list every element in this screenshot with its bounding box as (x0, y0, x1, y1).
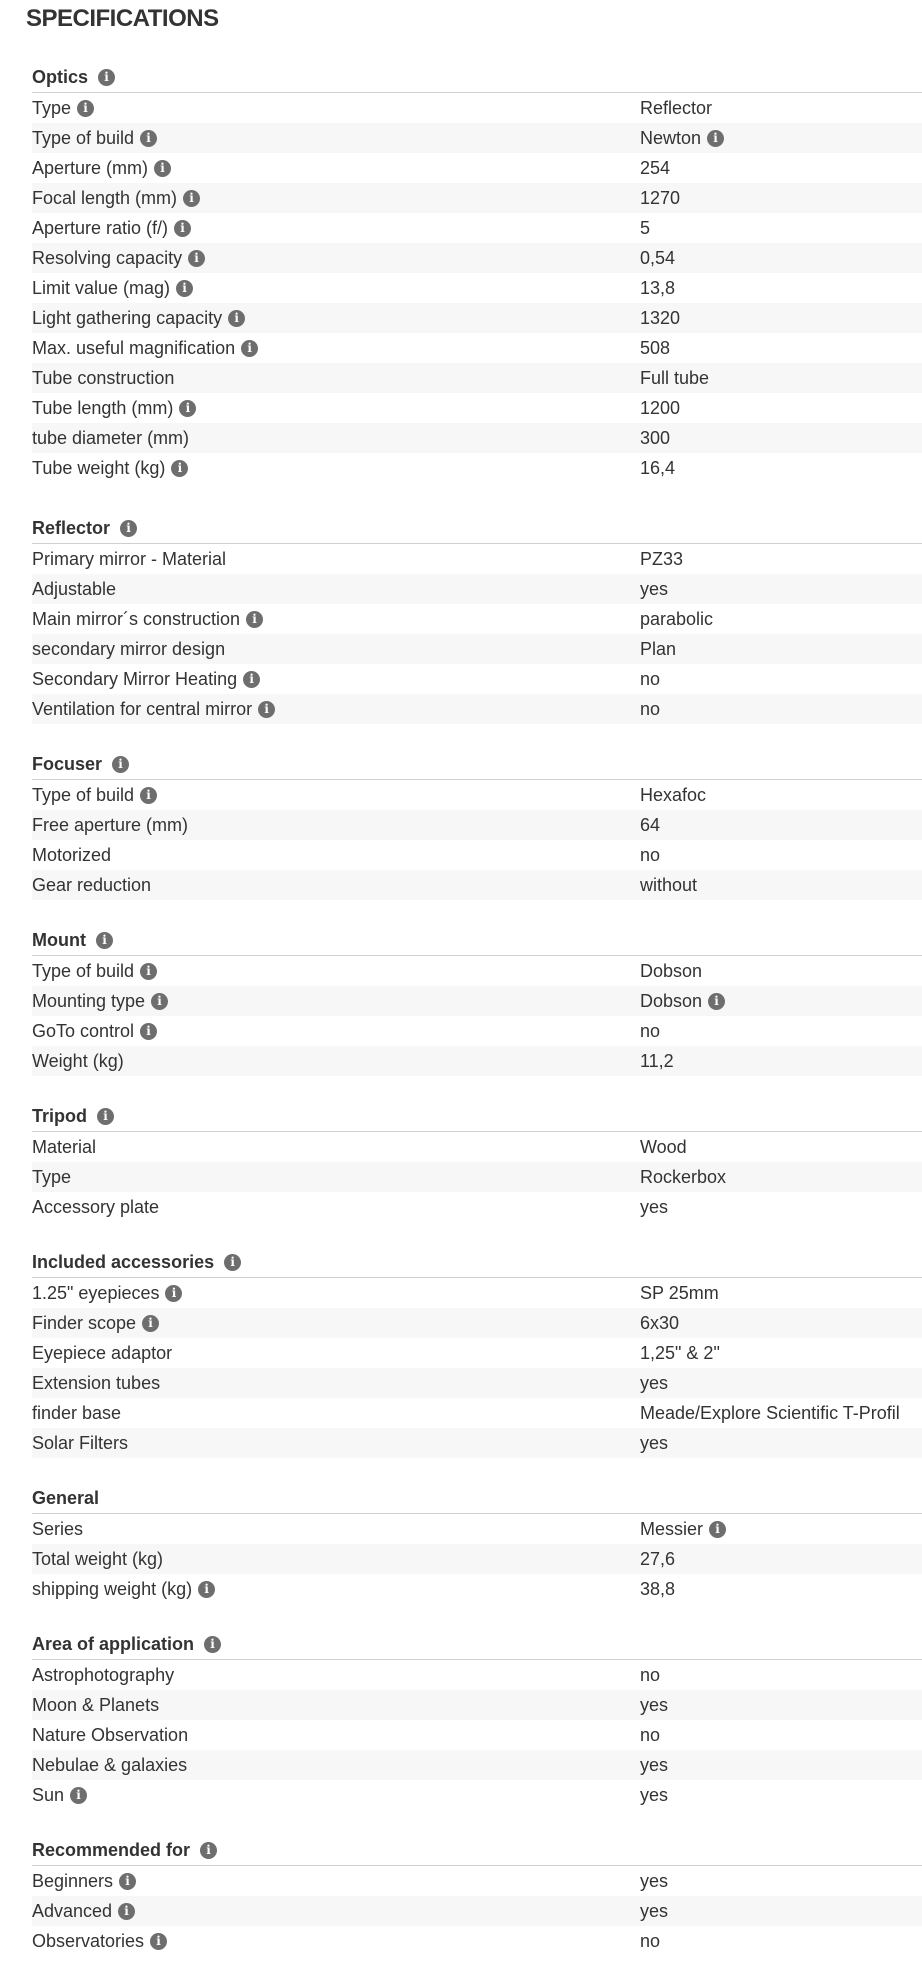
spec-label-text: Solar Filters (32, 1432, 129, 1453)
spec-label (32, 158, 640, 179)
spec-value-text: yes (640, 578, 669, 599)
spec-value-text: 11,2 (640, 1050, 674, 1071)
info-icon[interactable]: i (188, 250, 205, 267)
info-icon[interactable]: i (165, 1285, 182, 1302)
spec-row (32, 694, 922, 724)
spec-row (32, 780, 922, 810)
spec-value (640, 128, 922, 149)
info-icon[interactable]: i (174, 220, 191, 237)
spec-label (32, 1343, 640, 1364)
spec-value-text: 6x30 (640, 1312, 680, 1333)
spec-value (640, 815, 922, 836)
spec-value-text: Rockerbox (640, 1166, 727, 1187)
spec-value (640, 1549, 922, 1570)
spec-value-text: Messier (640, 1518, 704, 1539)
spec-value (640, 338, 922, 359)
spec-value-text: yes (640, 1754, 669, 1775)
spec-label-text: Max. useful magnification (32, 337, 236, 358)
spec-value (640, 458, 922, 479)
section-header (32, 1835, 922, 1866)
spec-label (32, 1785, 640, 1806)
spec-row (32, 453, 922, 483)
spec-value (640, 875, 922, 896)
spec-value-text: Wood (640, 1136, 687, 1157)
spec-row (32, 1278, 922, 1308)
spec-label (32, 1725, 640, 1746)
spec-label-text: Finder scope (32, 1312, 137, 1333)
spec-label-text: Tube construction (32, 367, 175, 388)
spec-value (640, 1695, 922, 1716)
info-icon[interactable]: i (150, 1933, 167, 1950)
spec-label-text: GoTo control (32, 1020, 135, 1041)
spec-value (640, 1665, 922, 1686)
info-icon[interactable]: i (70, 1787, 87, 1804)
spec-row (32, 1162, 922, 1192)
spec-label (32, 458, 640, 479)
spec-row (32, 1896, 922, 1926)
spec-label-text: Weight (kg) (32, 1050, 124, 1071)
spec-label (32, 1403, 640, 1424)
spec-row (32, 1574, 922, 1604)
section-title: Recommended for (32, 1839, 191, 1860)
spec-label-text: Gear reduction (32, 874, 152, 895)
spec-label (32, 218, 640, 239)
spec-row (32, 1544, 922, 1574)
spec-label (32, 1051, 640, 1072)
spec-value (640, 1343, 922, 1364)
spec-value-text: no (640, 1930, 661, 1951)
spec-value (640, 278, 922, 299)
spec-value (640, 785, 922, 806)
spec-value (640, 1519, 922, 1540)
spec-row (32, 1428, 922, 1458)
spec-row (32, 123, 922, 153)
spec-value (640, 1283, 922, 1304)
info-icon[interactable]: i (140, 1023, 157, 1040)
spec-label (32, 1549, 640, 1570)
spec-row (32, 986, 922, 1016)
spec-value (640, 308, 922, 329)
section-header (32, 1101, 922, 1132)
spec-row (32, 393, 922, 423)
spec-value-text: 1320 (640, 307, 681, 328)
spec-row (32, 213, 922, 243)
section-header (32, 1483, 922, 1514)
spec-value-text: Dobson (640, 960, 703, 981)
spec-label (32, 1871, 640, 1892)
spec-label (32, 1373, 640, 1394)
spec-row (32, 243, 922, 273)
info-icon[interactable]: i (154, 160, 171, 177)
spec-row (32, 870, 922, 900)
info-icon[interactable]: i (77, 100, 94, 117)
info-icon[interactable]: i (204, 1636, 221, 1653)
spec-row (32, 1690, 922, 1720)
spec-value-text: Hexafoc (640, 784, 707, 805)
spec-value-text: yes (640, 1870, 669, 1891)
spec-label-text: Adjustable (32, 578, 117, 599)
spec-section-reflector (32, 513, 922, 724)
spec-label-text: Beginners (32, 1870, 114, 1891)
spec-label-text: Tube length (mm) (32, 397, 174, 418)
spec-label-text: Motorized (32, 844, 112, 865)
spec-value-text: yes (640, 1784, 669, 1805)
spec-row (32, 153, 922, 183)
spec-value-text: no (640, 844, 661, 865)
spec-value (640, 1871, 922, 1892)
info-icon[interactable]: i (98, 69, 115, 86)
spec-row (32, 604, 922, 634)
spec-label-text: tube diameter (mm) (32, 427, 190, 448)
info-icon[interactable]: i (183, 190, 200, 207)
spec-label-text: 1.25" eyepieces (32, 1282, 160, 1303)
spec-value-text: Newton (640, 127, 702, 148)
spec-row (32, 303, 922, 333)
info-icon[interactable]: i (118, 1903, 135, 1920)
spec-label (32, 368, 640, 389)
info-icon[interactable]: i (140, 963, 157, 980)
section-header (32, 925, 922, 956)
spec-row (32, 574, 922, 604)
spec-label (32, 1283, 640, 1304)
spec-row (32, 1866, 922, 1896)
spec-value (640, 669, 922, 690)
spec-label-text: Primary mirror - Material (32, 548, 227, 569)
info-icon[interactable]: i (224, 1254, 241, 1271)
spec-row (32, 1192, 922, 1222)
spec-value (640, 549, 922, 570)
spec-value (640, 1137, 922, 1158)
spec-label (32, 1167, 640, 1188)
spec-value-text: without (640, 874, 698, 895)
section-title: General (32, 1487, 100, 1508)
spec-section-included-accessories (32, 1247, 922, 1458)
spec-row (32, 634, 922, 664)
spec-label-text: Advanced (32, 1900, 113, 1921)
spec-label-text: Astrophotography (32, 1664, 175, 1685)
spec-row (32, 664, 922, 694)
page-title: SPECIFICATIONS (26, 5, 219, 32)
spec-label (32, 338, 640, 359)
spec-section-tripod (32, 1101, 922, 1222)
spec-label-text: Material (32, 1136, 97, 1157)
spec-value-text: yes (640, 1694, 669, 1715)
info-icon[interactable]: i (97, 1108, 114, 1125)
info-icon[interactable]: i (707, 130, 724, 147)
spec-label-text: Type (32, 1166, 72, 1187)
spec-label (32, 1901, 640, 1922)
section-header (32, 749, 922, 780)
info-icon[interactable]: i (200, 1842, 217, 1859)
spec-label (32, 875, 640, 896)
spec-label (32, 398, 640, 419)
spec-label (32, 1665, 640, 1686)
spec-value-text: 1,25" & 2" (640, 1342, 720, 1363)
spec-value-text: Meade/Explore Scientific T-Profil (640, 1402, 900, 1423)
spec-label (32, 278, 640, 299)
spec-label-text: Type of build (32, 784, 135, 805)
spec-label-text: Main mirror´s construction (32, 608, 241, 629)
spec-value-text: 5 (640, 217, 651, 238)
spec-label-text: Secondary Mirror Heating (32, 668, 238, 689)
spec-value (640, 1197, 922, 1218)
spec-label-text: Nature Observation (32, 1724, 189, 1745)
spec-row (32, 1720, 922, 1750)
spec-label-text: Series (32, 1518, 84, 1539)
spec-label (32, 248, 640, 269)
spec-label-text: Ventilation for central mirror (32, 698, 253, 719)
spec-label-text: Total weight (kg) (32, 1548, 164, 1569)
spec-label (32, 1695, 640, 1716)
spec-section-focuser (32, 749, 922, 900)
spec-label-text: Light gathering capacity (32, 307, 223, 328)
spec-value-text: parabolic (640, 608, 714, 629)
spec-row (32, 1308, 922, 1338)
spec-value-text: 0,54 (640, 247, 676, 268)
spec-value-text: 27,6 (640, 1548, 676, 1569)
section-header (32, 513, 922, 544)
spec-row (32, 333, 922, 363)
spec-label-text: Observatories (32, 1930, 145, 1951)
spec-label-text: Type of build (32, 960, 135, 981)
spec-value (640, 158, 922, 179)
section-title: Area of application (32, 1633, 195, 1654)
spec-value (640, 218, 922, 239)
spec-row (32, 1368, 922, 1398)
section-header (32, 1629, 922, 1660)
spec-row (32, 273, 922, 303)
spec-row (32, 956, 922, 986)
info-icon[interactable]: i (241, 340, 258, 357)
spec-label-text: Extension tubes (32, 1372, 161, 1393)
spec-value (640, 1579, 922, 1600)
spec-value (640, 1785, 922, 1806)
spec-label (32, 1313, 640, 1334)
spec-label (32, 308, 640, 329)
spec-row (32, 93, 922, 123)
spec-label (32, 991, 640, 1012)
spec-label (32, 1137, 640, 1158)
info-icon[interactable]: i (258, 701, 275, 718)
spec-value (640, 1021, 922, 1042)
spec-label-text: Free aperture (mm) (32, 814, 189, 835)
spec-value-text: no (640, 668, 661, 689)
info-icon[interactable]: i (179, 400, 196, 417)
spec-label (32, 639, 640, 660)
spec-label (32, 549, 640, 570)
spec-label (32, 1021, 640, 1042)
spec-label-text: Tube weight (kg) (32, 457, 166, 478)
info-icon[interactable]: i (171, 460, 188, 477)
spec-row (32, 810, 922, 840)
spec-value-text: SP 25mm (640, 1282, 719, 1303)
spec-row (32, 1514, 922, 1544)
spec-value (640, 699, 922, 720)
spec-row (32, 1780, 922, 1810)
spec-label-text: Type of build (32, 127, 135, 148)
spec-value (640, 579, 922, 600)
spec-label (32, 1579, 640, 1600)
spec-value-text: 13,8 (640, 277, 676, 298)
info-icon[interactable]: i (176, 280, 193, 297)
spec-label (32, 579, 640, 600)
spec-label (32, 609, 640, 630)
spec-section-optics (32, 62, 922, 483)
info-icon[interactable]: i (151, 993, 168, 1010)
spec-value-text: Full tube (640, 367, 710, 388)
spec-row (32, 840, 922, 870)
spec-value (640, 1373, 922, 1394)
spec-label (32, 1519, 640, 1540)
info-icon[interactable]: i (709, 1521, 726, 1538)
spec-value (640, 1931, 922, 1952)
spec-value (640, 991, 922, 1012)
spec-row (32, 544, 922, 574)
info-icon[interactable]: i (120, 520, 137, 537)
spec-value-text: yes (640, 1432, 669, 1453)
spec-label (32, 98, 640, 119)
spec-row (32, 1926, 922, 1956)
info-icon[interactable]: i (140, 787, 157, 804)
spec-value-text: Dobson (640, 990, 703, 1011)
spec-row (32, 1016, 922, 1046)
spec-label-text: Resolving capacity (32, 247, 183, 268)
spec-section-general (32, 1483, 922, 1604)
spec-value-text: 254 (640, 157, 671, 178)
spec-value-text: yes (640, 1372, 669, 1393)
spec-value-text: 38,8 (640, 1578, 676, 1599)
spec-label (32, 188, 640, 209)
spec-row (32, 1398, 922, 1428)
spec-row (32, 423, 922, 453)
info-icon[interactable]: i (198, 1581, 215, 1598)
spec-label (32, 961, 640, 982)
info-icon[interactable]: i (243, 671, 260, 688)
spec-value-text: no (640, 1724, 661, 1745)
spec-label-text: shipping weight (kg) (32, 1578, 193, 1599)
info-icon[interactable]: i (246, 611, 263, 628)
spec-row (32, 1660, 922, 1690)
spec-value (640, 398, 922, 419)
spec-label-text: Eyepiece adaptor (32, 1342, 173, 1363)
spec-label-text: Aperture (mm) (32, 157, 149, 178)
spec-value-text: Plan (640, 638, 677, 659)
spec-value (640, 845, 922, 866)
spec-label-text: finder base (32, 1402, 122, 1423)
section-header (32, 62, 922, 93)
spec-label (32, 1755, 640, 1776)
spec-label (32, 669, 640, 690)
spec-label (32, 785, 640, 806)
spec-label-text: secondary mirror design (32, 638, 226, 659)
spec-value-text: 1200 (640, 397, 681, 418)
spec-label (32, 815, 640, 836)
spec-value (640, 1433, 922, 1454)
spec-label-text: Aperture ratio (f/) (32, 217, 169, 238)
spec-value (640, 639, 922, 660)
spec-value-text: no (640, 1664, 661, 1685)
spec-row (32, 1046, 922, 1076)
spec-value-text: no (640, 698, 661, 719)
info-icon[interactable]: i (228, 310, 245, 327)
spec-label (32, 428, 640, 449)
spec-value (640, 428, 922, 449)
spec-row (32, 183, 922, 213)
spec-label-text: Type (32, 97, 72, 118)
spec-label (32, 1197, 640, 1218)
spec-label-text: Moon & Planets (32, 1694, 160, 1715)
spec-value (640, 609, 922, 630)
spec-value-text: no (640, 1020, 661, 1041)
spec-value-text: 1270 (640, 187, 681, 208)
spec-value (640, 1403, 922, 1424)
spec-row (32, 363, 922, 393)
info-icon[interactable]: i (119, 1873, 136, 1890)
spec-label-text: Accessory plate (32, 1196, 160, 1217)
info-icon[interactable]: i (142, 1315, 159, 1332)
spec-value (640, 188, 922, 209)
spec-label-text: Limit value (mag) (32, 277, 171, 298)
spec-label (32, 1931, 640, 1952)
spec-value-text: 300 (640, 427, 671, 448)
section-title: Reflector (32, 517, 111, 538)
spec-value (640, 961, 922, 982)
spec-label-text: Nebulae & galaxies (32, 1754, 188, 1775)
spec-section-recommended-for (32, 1835, 922, 1956)
spec-value (640, 1725, 922, 1746)
section-title: Tripod (32, 1105, 87, 1126)
spec-value-text: 64 (640, 814, 661, 835)
section-title: Optics (32, 66, 89, 87)
section-title: Focuser (32, 753, 103, 774)
section-header (32, 1247, 922, 1278)
spec-value (640, 1755, 922, 1776)
spec-section-mount (32, 925, 922, 1076)
spec-value (640, 368, 922, 389)
spec-value-text: yes (640, 1196, 669, 1217)
spec-label-text: Sun (32, 1784, 65, 1805)
spec-value (640, 1051, 922, 1072)
spec-value-text: Reflector (640, 97, 713, 118)
spec-label (32, 845, 640, 866)
spec-label (32, 699, 640, 720)
section-title: Mount (32, 929, 86, 950)
spec-row (32, 1338, 922, 1368)
spec-label (32, 128, 640, 149)
spec-value-text: PZ33 (640, 548, 684, 569)
spec-value-text: yes (640, 1900, 669, 1921)
info-icon[interactable]: i (112, 756, 129, 773)
spec-section-area-of-application (32, 1629, 922, 1810)
info-icon[interactable]: i (96, 932, 113, 949)
section-title: Included accessories (32, 1251, 215, 1272)
spec-row (32, 1132, 922, 1162)
spec-label-text: Mounting type (32, 990, 146, 1011)
spec-label-text: Focal length (mm) (32, 187, 178, 208)
spec-value-text: 508 (640, 337, 671, 358)
spec-value (640, 1313, 922, 1334)
spec-value-text: 16,4 (640, 457, 676, 478)
info-icon[interactable]: i (140, 130, 157, 147)
spec-value (640, 1167, 922, 1188)
spec-value (640, 248, 922, 269)
spec-label (32, 1433, 640, 1454)
spec-value (640, 1901, 922, 1922)
spec-row (32, 1750, 922, 1780)
info-icon[interactable]: i (708, 993, 725, 1010)
spec-value (640, 98, 922, 119)
